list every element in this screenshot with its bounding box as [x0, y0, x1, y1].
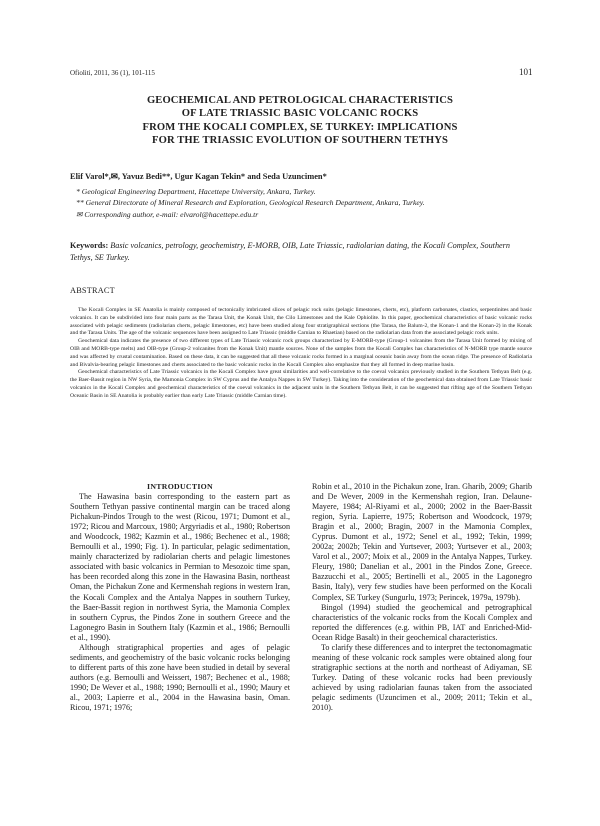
introduction-heading: INTRODUCTION: [147, 482, 213, 491]
title-line: OF LATE TRIASSIC BASIC VOLCANIC ROCKS: [181, 108, 419, 120]
keywords-text: Basic volcanics, petrology, geochemistry, E-MORB, OIB, Late Triassic, radiolarian dating, the Kocali Complex, Southern Tethys, SE Turkey.: [70, 241, 510, 262]
corresponding-author: ✉ Corresponding author, e-mail: elvarol@hacettepe.edu.tr: [76, 209, 259, 219]
page-number: 101: [519, 67, 533, 77]
body-paragraph: Bingol (1994) studied the geochemical and petrographical characteristics of the volcanic rocks from the Kocali Complex and reported the differences (e.g. within PB, IAT and Enriched-Mid-Ocean Ridge Basalt) in their geochemical characteristics.: [312, 602, 532, 642]
body-paragraph: Robin et al., 2010 in the Pichakun zone, Iran. Gharib, 2009; Gharib and De Wever, 2009 in the Kermenshah region, Iran. Delaune-Mayere, 1984; Al-Riyami et al., 2000; 2002 in the Baer-Bassit region, Syria. Lapierre, 1975; Robertson and Woodcock, 1979; Bragin et al., 2000; Bragin, 2007 in the Mamonia Complex, Cyprus. Dumont et al., 1972; Senel et al., 1992; Tekin, 1999; 2002a; 2002b; Tekin and Yurtsever, 2003; Yurtsever et al., 2003; Varol et al., 2007; Moix et al., 2009 in the Antalya Nappes, Turkey. Fleury, 1980; Danelian et al., 2001 in the Pindos Zone, Greece. Bazzucchi et al., 2005; Bertinelli et al., 2005 in the Lagonegro Basin, Italy), very few studies have been performed on the Kocali Complex, SE Turkey (Sungurlu, 1973; Perincek, 1979a, 1979b).: [312, 482, 532, 602]
affiliations: [76, 186, 425, 220]
body-column-right: [312, 482, 532, 713]
keywords: [70, 240, 532, 263]
affiliation: ** General Directorate of Mineral Research and Exploration, Geological Research Department, Ankara, Turkey.: [76, 198, 425, 208]
paper-title: [70, 94, 530, 148]
body-paragraph: To clarify these differences and to interpret the tectonomagmatic meaning of these volcanic rock samples were obtained along four stratigraphic sections at the north and northeast of Adiyaman, SE Turkey. Dating of these volcanic rocks had been previously achieved by using radiolarian faunas taken from the associated pelagic sediments (Uzuncimen et al., 2009; 2011; Tekin et al., 2010).: [312, 642, 532, 713]
body-paragraph: Although stratigraphical properties and ages of pelagic sediments, and geochemistry of the basic volcanic rocks belonging to different parts of this zone have been studied in detail by several authors (e.g. Bernoulli and Weissert, 1987; Bechenec et al., 1988; 1990; De Wever et al., 1988; 1990; Bernoulli et al., 1990; Maury et al., 2003; Lapierre et al., 2004 in the Hawasina basin, Oman. Ricou, 1971; 1976;: [70, 642, 290, 713]
title-line: GEOCHEMICAL AND PETROLOGICAL CHARACTERISTICS: [146, 95, 454, 106]
abstract-heading: ABSTRACT: [70, 286, 115, 295]
author-list: Elif Varol*,✉, Yavuz Bedi**, Ugur Kagan Tekin* and Seda Uzuncimen*: [70, 172, 327, 181]
abstract-paragraph: Geochemical data indicates the presence of two different types of Late Triassic volcanic rock groups characterized by E-MORB-type (Group-1 volcanites from the Tarasa Unit formed by mixing of OIB and MORB-type melts) and OIB-type (Group-2 volcanites from the Konak Unit) mantle sources. None of the samples from the Kocali Complex has characteristics of N-MORB type mantle source and was affected by crustal contamination. Based on these data, it can be suggested that all these volcanic rocks formed in a marginal oceanic basin away from the ocean ridge. The presence of Radiolaria and Bivalvia-bearing pelagic limestones and cherts associated to the basic volcanic rocks in the Kocali Complex also emphasize that they all formed in deep marine basin.: [70, 338, 532, 368]
title-line: FOR THE TRIASSIC EVOLUTION OF SOUTHERN TETHYS: [152, 135, 448, 147]
title-line: FROM THE KOCALI COMPLEX, SE TURKEY: IMPLICATIONS: [142, 121, 458, 133]
affiliation: * Geological Engineering Department, Hacettepe University, Ankara, Turkey.: [76, 187, 316, 196]
abstract-paragraph: Geochemical characteristics of Late Triassic volcanics in the Kocali Complex have great similarities and well-correlative to the coeval volcanics previously studied in the Southern Tethyan Belt (e.g. the Baer-Bassit region in NW Syria, the Mamonia Complex in SW Cyprus and the Antalya Nappes in SW Turkey). Taking into the consideration of the geochemical data obtained from Late Triassic basic volcanics in the Kocali Complex and geochemical characteristics of the coeval volcanics in the adjacent units in the Southern Tethyan Belt, it can be suggested that rifting age of the Southern Tethyan Oceanic Basin in SE Anatolia is probably earlier than early Late Triassic (middle Carnian time).: [70, 369, 532, 399]
abstract-body: [70, 307, 532, 401]
abstract-paragraph: The Kocali Complex in SE Anatolia is mainly composed of tectonically imbricated slices of pelagic rock suits (pelagic limestones, cherts, etc), platform carbonates, clastics, serpentinites and basic volcanics. It can be subdivided into four main parts as the Tarasa Unit, the Konak Unit, the Cilo Limestones and the Kale Ophiolite. In this paper, geochemical characteristics of basic volcanic rocks associated with pelagic sediments (radiolarian cherts, pelagic limestones, etc) have been studied along four stratigraphical sections (the Tarasa, the Balum-2, the Konan-1 and the Konan-2) in the Konak and the Tarasa Units. The age of the volcanic sequences have been assigned to Late Triassic (middle Carnian to Rhaetian) based on the radiolarian data from the associated pelagic rock units.: [70, 307, 532, 337]
body-paragraph: The Hawasina basin corresponding to the eastern part as Southern Tethyan passive continental margin can be traced along Pichakun-Pindos Trough to the west (Ricou, 1971; Dumont et al., 1972; Ricou and Marcoux, 1980; Argyriadis et al., 1980; Robertson and Woodcock, 1982; Kazmin et al., 1986; Bechenec et al., 1988; Bernoulli et al., 1990; Fig. 1). In particular, pelagic sedimentation, mainly characterized by radiolarian cherts and pelagic limestones associated with basic volcanics in Permian to Mesozoic time span, has been recorded along this zone in the Hawasina Basin, northeast Oman, the Pichakun Zone and Kermenshah regions in western Iran, the Kocali Complex and the Antalya Nappes in southern Turkey, the Baer-Bassit region in northwest Syria, the Mamonia Complex in southern Cyprus, the Pindos Zone in southern Greece and the Lagonegro Basin in Southern Italy (Kazmin et al., 1986; Bernoulli et al., 1990).: [70, 492, 290, 642]
journal-citation: Ofioliti, 2011, 36 (1), 101-115: [70, 69, 155, 77]
body-column-left: [70, 482, 290, 713]
keywords-label: Keywords:: [70, 241, 109, 250]
